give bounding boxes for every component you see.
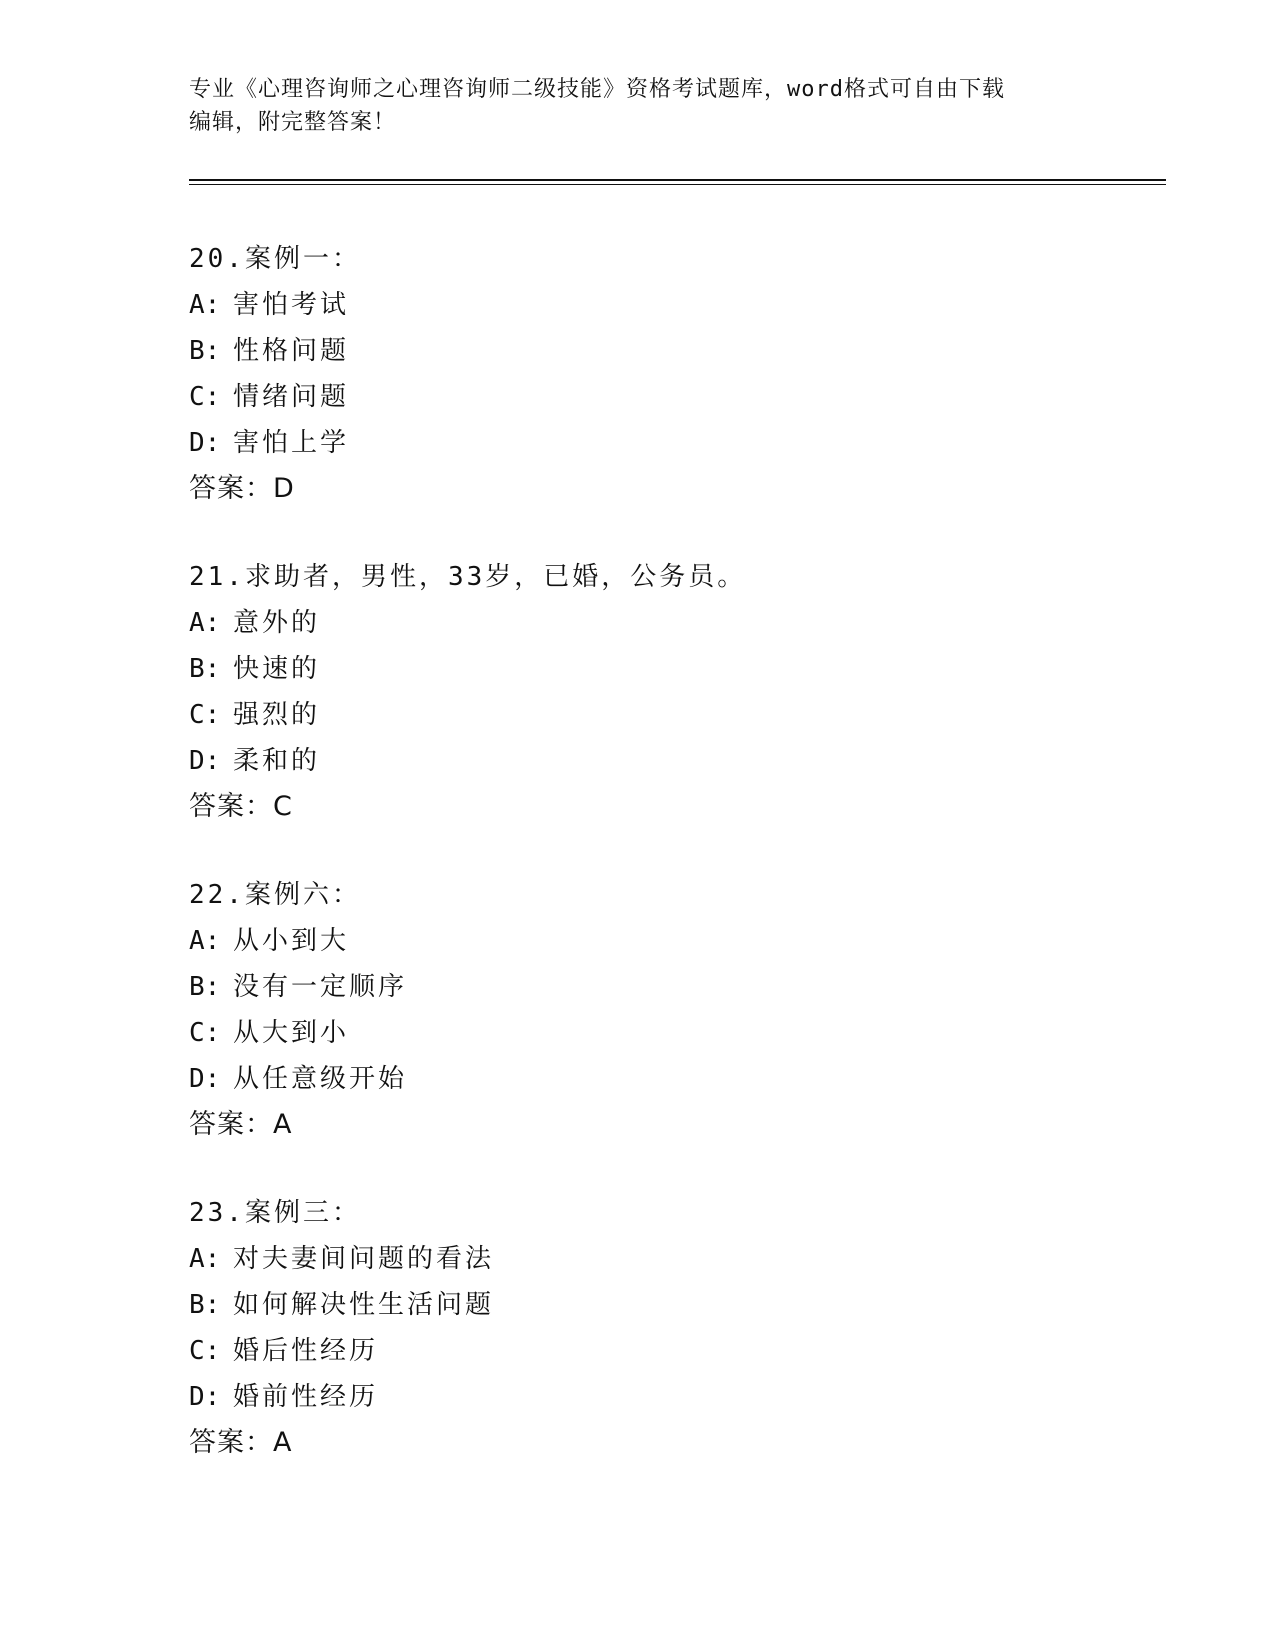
option-label: B:	[189, 1290, 221, 1320]
option-label: D:	[189, 428, 221, 458]
option-a	[189, 918, 1089, 964]
header-line-1: 专业《心理咨询师之心理咨询师二级技能》资格考试题库，word格式可自由下载	[189, 77, 1005, 102]
document-header	[189, 73, 1089, 139]
option-text: 婚前性经历	[233, 1382, 379, 1412]
option-a	[189, 600, 1089, 646]
option-text: 没有一定顺序	[233, 972, 408, 1002]
option-label: C:	[189, 1018, 221, 1048]
option-label: D:	[189, 1382, 221, 1412]
option-label: D:	[189, 746, 221, 776]
question-block	[189, 872, 1089, 1148]
option-label: B:	[189, 972, 221, 1002]
option-label: C:	[189, 1336, 221, 1366]
option-c	[189, 374, 1089, 420]
header-line-2: 编辑，附完整答案！	[189, 110, 397, 135]
header-divider-thick	[189, 179, 1166, 181]
option-label: C:	[189, 700, 221, 730]
answer-line: 答案：A	[189, 1427, 293, 1458]
question-stem: 23.案例三：	[189, 1198, 361, 1228]
option-text: 害怕考试	[233, 290, 350, 320]
option-text: 快速的	[233, 654, 321, 684]
option-d	[189, 1374, 1089, 1420]
question-stem: 21.求助者，男性，33岁，已婚，公务员。	[189, 562, 747, 592]
option-d	[189, 738, 1089, 784]
option-text: 从小到大	[233, 926, 350, 956]
question-block	[189, 554, 1089, 830]
option-text: 从任意级开始	[233, 1064, 408, 1094]
option-text: 性格问题	[233, 336, 350, 366]
option-a	[189, 1236, 1089, 1282]
answer-line: 答案：C	[189, 791, 293, 822]
option-text: 强烈的	[233, 700, 321, 730]
option-label: A:	[189, 608, 221, 638]
question-stem: 20.案例一：	[189, 244, 361, 274]
option-label: A:	[189, 290, 221, 320]
option-c	[189, 692, 1089, 738]
option-b	[189, 328, 1089, 374]
option-text: 害怕上学	[233, 428, 350, 458]
option-label: B:	[189, 654, 221, 684]
option-a	[189, 282, 1089, 328]
header-divider-thin	[189, 184, 1166, 185]
option-text: 柔和的	[233, 746, 321, 776]
option-text: 婚后性经历	[233, 1336, 379, 1366]
option-text: 如何解决性生活问题	[233, 1290, 495, 1320]
option-label: C:	[189, 382, 221, 412]
option-text: 情绪问题	[233, 382, 350, 412]
question-stem: 22.案例六：	[189, 880, 361, 910]
option-d	[189, 1056, 1089, 1102]
option-label: A:	[189, 1244, 221, 1274]
option-d	[189, 420, 1089, 466]
option-text: 意外的	[233, 608, 321, 638]
option-b	[189, 964, 1089, 1010]
option-b	[189, 646, 1089, 692]
option-text: 从大到小	[233, 1018, 350, 1048]
option-label: A:	[189, 926, 221, 956]
option-c	[189, 1328, 1089, 1374]
option-b	[189, 1282, 1089, 1328]
question-block	[189, 1190, 1089, 1466]
answer-line: 答案：A	[189, 1109, 293, 1140]
answer-line: 答案：D	[189, 473, 295, 504]
option-c	[189, 1010, 1089, 1056]
question-block	[189, 236, 1089, 512]
option-label: B:	[189, 336, 221, 366]
option-text: 对夫妻间问题的看法	[233, 1244, 495, 1274]
option-label: D:	[189, 1064, 221, 1094]
